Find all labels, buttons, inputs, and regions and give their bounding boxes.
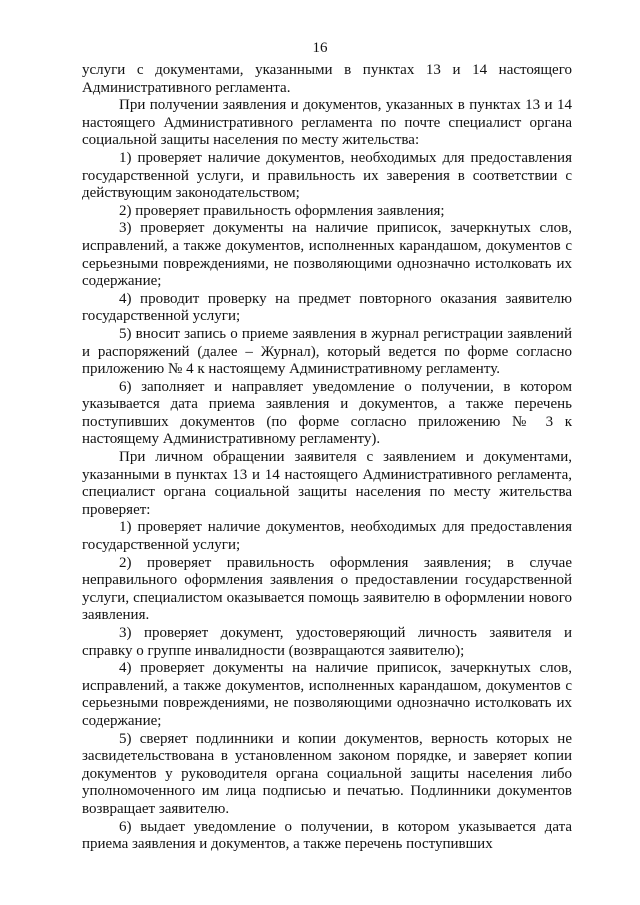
paragraph: 4) проводит проверку на предмет повторного оказания заявителю государственной услуги; bbox=[82, 290, 572, 325]
document-body bbox=[82, 62, 572, 854]
paragraph: 5) вносит запись о приеме заявления в журнал регистрации заявлений и распоряжений (далее – Журнал), который ведется по форме согласно приложению № 4 к настоящему Административному регламенту. bbox=[82, 325, 572, 378]
paragraph: При получении заявления и документов, указанных в пунктах 13 и 14 настоящего Административного регламента по почте специалист органа социальной защиты населения по месту жительства: bbox=[82, 97, 572, 149]
paragraph: 2) проверяет правильность оформления заявления; bbox=[119, 202, 445, 219]
paragraph: 1) проверяет наличие документов, необходимых для предоставления государственной услуги, и правильность их заверения в соответствии с действующим законодательством; bbox=[82, 149, 572, 202]
paragraph: услуги с документами, указанными в пунктах 13 и 14 настоящего Административного регламента. bbox=[82, 62, 572, 96]
paragraph: 6) выдает уведомление о получении, в котором указывается дата приема заявления и документов, а также перечень поступивших bbox=[82, 818, 572, 853]
paragraph: 5) сверяет подлинники и копии документов, верность которых не засвидетельствована в установленном законом порядке, и заверяет копии документов у руководителя органа социальной защиты населения либо уполномоченного им лица подписью и печатью. Подлинники документов возвращает заявителю. bbox=[82, 730, 572, 817]
paragraph: При личном обращении заявителя с заявлением и документами, указанными в пунктах 13 и 14 настоящего Административного регламента, специалист органа социальной защиты населения по месту жительства проверяет: bbox=[82, 449, 572, 518]
paragraph: 3) проверяет документ, удостоверяющий личность заявителя и справку о группе инвалидности (возвращаются заявителю); bbox=[82, 625, 572, 659]
paragraph: 1) проверяет наличие документов, необходимых для предоставления государственной услуги; bbox=[82, 519, 572, 554]
paragraph: 4) проверяет документы на наличие приписок, зачеркнутых слов, исправлений, а также документов, исполненных карандашом, документов с серьезными повреждениями, не позволяющими однозначно истолковать их содержание; bbox=[82, 660, 572, 729]
paragraph: 6) заполняет и направляет уведомление о получении, в котором указывается дата приема заявления и документов, а также перечень поступивших документов (по форме согласно приложению № 3 к настоящему Административному регламенту). bbox=[82, 378, 572, 448]
paragraph: 2) проверяет правильность оформления заявления; в случае неправильного оформления заявления о предоставлении государственной услуги, специалистом оказывается помощь заявителю в оформлении нового заявления. bbox=[82, 554, 572, 624]
page-number: 16 bbox=[312, 40, 328, 56]
paragraph: 3) проверяет документы на наличие приписок, зачеркнутых слов, исправлений, а также документов, исполненных карандашом, документов с серьезными повреждениями, не позволяющими однозначно истолковать их содержание; bbox=[82, 220, 572, 290]
